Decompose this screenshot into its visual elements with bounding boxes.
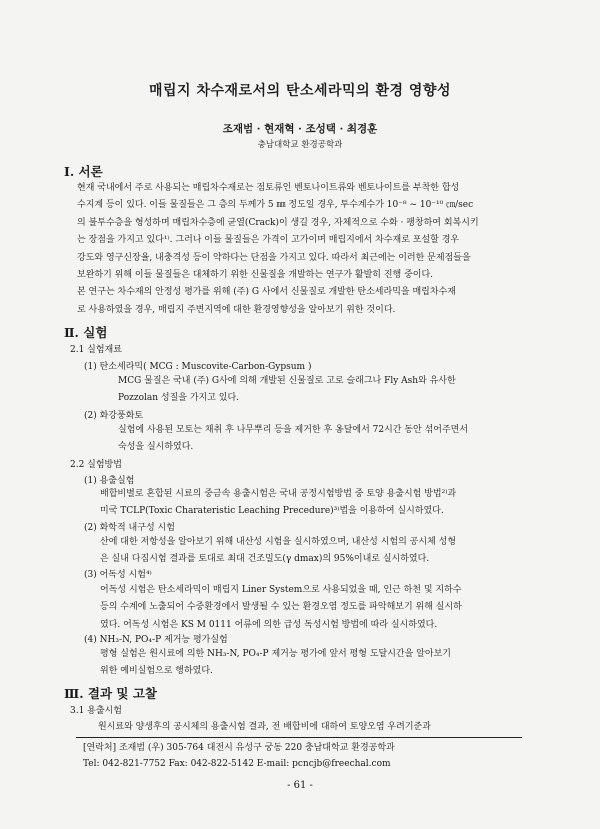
- text-line: 로 사용하였을 경우, 매립지 주변지역에 대한 환경영향성을 알아보기 위한 것이다.: [77, 304, 396, 315]
- text-line: 어독성 시험은 탄소세라믹이 매립지 Liner System으로 사용되었을 때, 인근 하천 및 지하수: [100, 585, 462, 595]
- text-line: 수지계 등이 있다. 이들 물질들은 그 층의 두께가 5 ㎜ 정도일 경우, 투수계수가 10⁻⁸ ~ 10⁻¹⁰ ㎝/sec: [77, 200, 474, 211]
- method-removal-efficiency: (4) NH₃-N, PO₄-P 제거능 평가실험: [84, 635, 228, 645]
- subsection-2-2: 2.2 실험방법: [70, 460, 122, 470]
- method-fish-toxicity: (3) 어독성 시험⁴⁾: [84, 570, 152, 580]
- subsection-2-1: 2.1 실험재료: [70, 345, 122, 355]
- text-line: 배합비별로 혼합된 시료의 중금속 용출시험은 국내 공정시험방법 중 토양 용출시험 방법²⁾과: [100, 489, 457, 499]
- page-number: - 61 -: [287, 780, 313, 791]
- text-line: 산에 대한 저항성을 알아보기 위해 내산성 시험을 실시하였으며, 내산성 시험의 공시체 성형: [100, 537, 457, 547]
- method4-text: [100, 646, 451, 681]
- text-line: 보완하기 위해 이들 물질들은 대체하기 위한 신물질을 개발하는 연구가 활발히 진행 중이다.: [77, 270, 434, 281]
- method2-text: [100, 534, 456, 569]
- text-line: 현재 국내에서 주로 사용되는 매립차수재로는 점토류인 벤토나이트류와 벤토나이트를 부착한 합성: [77, 183, 460, 193]
- text-line: 강도와 영구신장율, 내충격성 등이 약하다는 단점을 가지고 있다. 따라서 최근에는 이러한 문제점들을: [77, 252, 471, 263]
- text-line: 은 실내 다짐시험 결과를 토대로 최대 건조밀도(γ dmax)의 95%이내로 실시하였다.: [100, 554, 430, 565]
- paper-title: 매립지 차수재로서의 탄소세라믹의 환경 영향성: [149, 83, 451, 99]
- intro-paragraph: [77, 180, 479, 319]
- results-text-line: 원시료와 양생후의 공시체의 용출시험 결과, 전 배합비에 대하여 토양오염 우려기준과: [98, 722, 431, 732]
- text-line: 였다. 어독성 시험은 KS M 0111 어류에 의한 급성 독성시험 방법에 따라 실시하였다.: [100, 619, 438, 630]
- text-line: Pozzolan 성질을 가지고 있다.: [118, 393, 240, 404]
- text-line: 평형 실험은 원시료에 의한 NH₃-N, PO₄-P 제거능 평가에 앞서 평형 도달시간을 알아보기: [100, 649, 451, 659]
- text-line: 본 연구는 차수재의 안정성 평가를 위해 (주) G 사에서 신물질로 개발한 탄소세라믹을 매립차수재: [77, 287, 456, 298]
- method-leaching-test: (1) 용출실험: [84, 476, 135, 486]
- method1-text: [100, 486, 456, 521]
- method-chemical-durability: (2) 화학적 내구성 시험: [84, 523, 175, 533]
- method3-text: [100, 582, 462, 634]
- text-line: 는 장점을 가지고 있다¹⁾. 그러나 이들 물질들은 가격이 고가이며 매립지에서 차수재로 포설할 경우: [77, 235, 460, 246]
- text-line: 의 불투수층을 형성하며 매립차수층에 균열(Crack)이 생길 경우, 자체적으로 수화 · 팽창하여 회복시키: [77, 217, 479, 228]
- text-line: 숙성을 실시하였다.: [118, 442, 194, 453]
- item-weathered-soil: (2) 화강풍화토: [84, 411, 144, 421]
- text-line: 실험에 사용된 모토는 채취 후 나무뿌리 등을 제거한 후 옹달에서 72시간 동안 섞어주면서: [118, 425, 469, 435]
- contact-info: [83, 740, 395, 772]
- text-line: MCG 물질은 국내 (주) G사에 의해 개발된 신물질로 고로 슬래그나 Fly Ash와 유사한: [118, 376, 456, 386]
- contact-address: [연락처] 조재범 (우) 305-764 대전시 유성구 궁동 220 충남대학교 환경공학과: [83, 743, 395, 753]
- item2-text: [118, 422, 468, 457]
- section-heading-experiment: Ⅱ. 실험: [64, 325, 108, 340]
- item1-text: [118, 373, 456, 408]
- text-line: 등의 수계에 노출되어 수중환경에서 발생될 수 있는 환경오염 정도를 파악해보기 위해 실시하: [100, 602, 462, 613]
- item-carbon-ceramic: (1) 탄소세라믹( MCG : Muscovite-Carbon-Gypsum ): [84, 362, 312, 372]
- footer-divider: [76, 737, 522, 738]
- author-list: 조재범 · 현재혁 · 조성택 · 최경훈: [222, 123, 378, 135]
- section-heading-results: Ⅲ. 결과 및 고찰: [64, 686, 158, 701]
- contact-phone-email: Tel: 042-821-7752 Fax: 042-822-5142 E-mail: pcncjb@freechal.com: [83, 759, 391, 769]
- section-heading-intro: Ⅰ. 서론: [64, 164, 103, 179]
- text-line: 위한 예비실험으로 행하였다.: [100, 666, 213, 677]
- affiliation: 충남대학교 환경공학과: [257, 140, 343, 150]
- text-line: 미국 TCLP(Toxic Charateristic Leaching Precedure)³⁾법을 이용하여 실시하였다.: [100, 506, 444, 517]
- subsection-3-1: 3.1 용출시험: [70, 706, 122, 716]
